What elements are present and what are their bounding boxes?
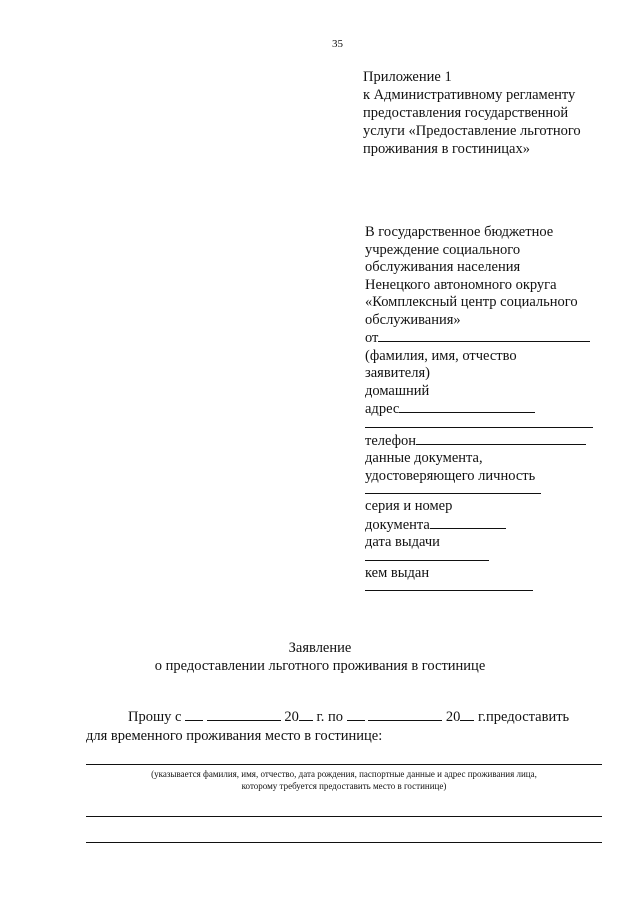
page-number: 35 [332,38,343,50]
document-number-field[interactable] [430,516,506,529]
person-details-note [86,768,602,792]
from-field[interactable] [378,329,590,342]
from-label: от [365,330,379,346]
end-day-field[interactable] [347,708,365,721]
start-year-field[interactable] [299,708,313,721]
end-year-prefix: 20 [445,709,461,725]
start-month-field[interactable] [207,708,281,721]
start-year-suffix: г. по [316,709,344,725]
from-hint: заявителя) [365,365,430,381]
addressee-line: обслуживания населения [365,259,521,275]
issue-date-field[interactable] [365,552,489,561]
start-day-field[interactable] [185,708,203,721]
addressee-line: учреждение социального [365,241,521,258]
request-paragraph [86,708,598,746]
end-year-suffix: г.предоставить [478,709,570,725]
addressee-line: Ненецкого автономного округа [365,276,557,293]
statement-title: Заявление [288,640,352,656]
addressee-block [365,224,593,595]
issue-date-label: дата выдачи [365,534,440,550]
appendix-line: к Административному регламенту [363,87,576,103]
phone-label: телефон [365,432,417,449]
person-details-field[interactable] [86,764,602,765]
address-field[interactable] [399,400,535,413]
id-doc-field[interactable] [365,485,541,494]
from-row [365,329,593,348]
addressee-line: В государственное бюджетное [365,224,554,240]
blank-line[interactable] [86,816,602,817]
request-line-1 [86,708,598,727]
statement-subtitle: о предоставлении льготного проживания в гостинице [154,658,486,674]
id-doc-label: удостоверяющего личность [365,467,536,484]
addressee-line: «Комплексный центр социального [365,294,578,310]
request-line-2: для временного проживания место в гостинице: [86,728,383,744]
appendix-line: предоставления государственной [363,105,569,121]
address-field-extra[interactable] [365,419,593,428]
phone-field[interactable] [416,432,586,445]
appendix-line: проживания в гостиницах» [363,141,530,157]
from-hint: (фамилия, имя, отчество [365,347,517,364]
series-label: серия и номер [365,498,453,514]
addressee-line: обслуживания» [365,311,461,328]
request-prefix: Прошу с [128,709,182,725]
address-row [365,400,593,419]
issued-by-label: кем выдан [365,564,430,581]
id-doc-label: данные документа, [365,450,483,466]
document-number-row [365,516,593,535]
issued-by-field[interactable] [365,582,533,591]
address-label: адрес [365,401,400,417]
home-label: домашний [365,382,430,399]
document-label: документа [365,516,430,533]
appendix-line: услуги «Предоставление льготного [363,123,581,139]
note-line: (указывается фамилия, имя, отчество, дата рождения, паспортные данные и адрес проживания лица, [151,769,537,779]
appendix-header [363,68,581,158]
blank-line[interactable] [86,842,602,843]
note-line: которому требуется предоставить место в гостинице) [241,781,447,791]
start-year-prefix: 20 [284,709,299,725]
end-month-field[interactable] [368,708,442,721]
appendix-line: Приложение 1 [363,69,452,85]
phone-row [365,432,593,451]
end-year-field[interactable] [460,708,474,721]
